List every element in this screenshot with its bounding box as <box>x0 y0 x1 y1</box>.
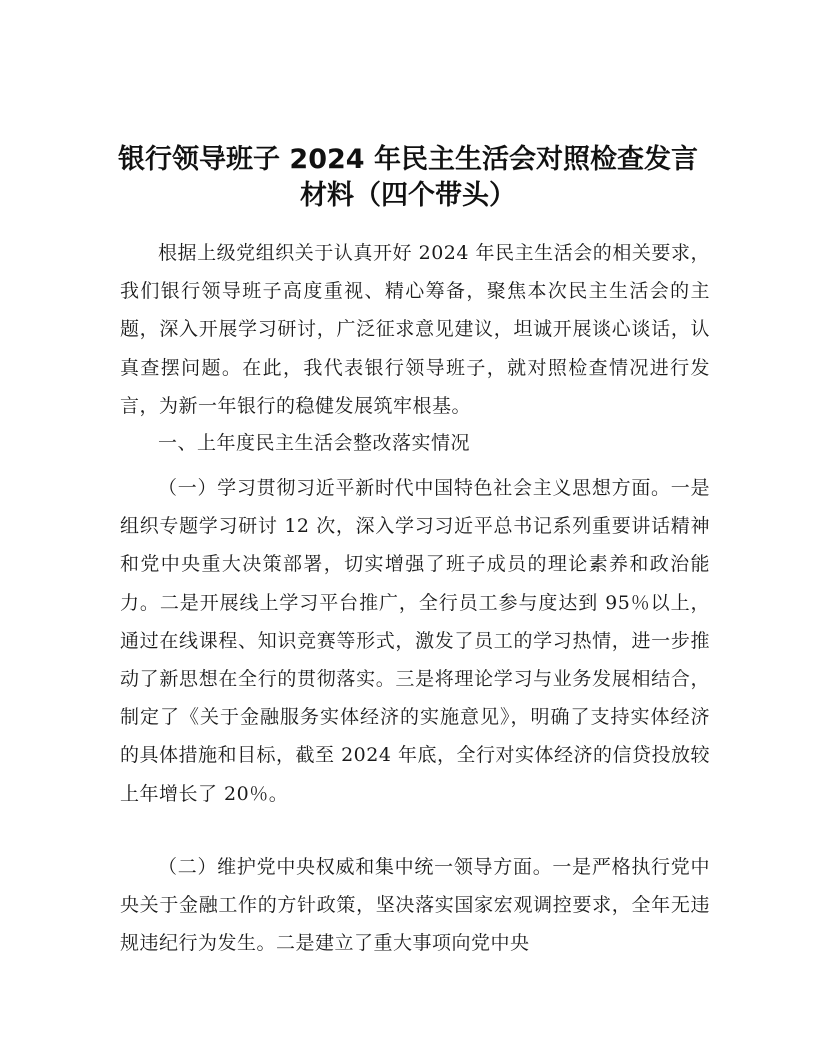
subsection-2-paragraph: （二）维护党中央权威和集中统一领导方面。一是严格执行党中央关于金融工作的方针政策，坚决落实国家宏观调控要求，全年无违规违纪行为发生。二是建立了重大事项向党中央 <box>120 856 710 955</box>
section-1-heading: 一、上年度民主生活会整改落实情况 <box>158 432 471 454</box>
subsection-1-paragraph: （一）学习贯彻习近平新时代中国特色社会主义思想方面。一是组织专题学习研讨 12 次，深入学习习近平总书记系列重要讲话精神和党中央重大决策部署，切实增强了班子成员的理论素养和政治能力。二是开展线上学习平台推广，全行员工参与度达到 95％以上，通过在线课程、知识竞赛等形式，激发了员工的学习热情，进一步推动了新思想在全行的贯彻落实。三是将理论学习与业务发展相结合，制定了《关于金融服务实体经济的实施意见》，明确了支持实体经济的具体措施和目标，截至 2024 年底，全行对实体经济的信贷投放较上年增长了 20％。 <box>120 477 710 805</box>
document-title-line-1: 银行领导班子 2024 年民主生活会对照检查发言 <box>118 144 698 175</box>
document-title-line-2: 材料（四个带头） <box>300 180 516 211</box>
intro-paragraph: 根据上级党组织关于认真开好 2024 年民主生活会的相关要求，我们银行领导班子高度重视、精心筹备，聚焦本次民主生活会的主题，深入开展学习研讨，广泛征求意见建议，坦诚开展谈心谈话，认真查摆问题。在此，我代表银行领导班子，就对照检查情况进行发言，为新一年银行的稳健发展筑牢根基。 <box>120 242 710 417</box>
